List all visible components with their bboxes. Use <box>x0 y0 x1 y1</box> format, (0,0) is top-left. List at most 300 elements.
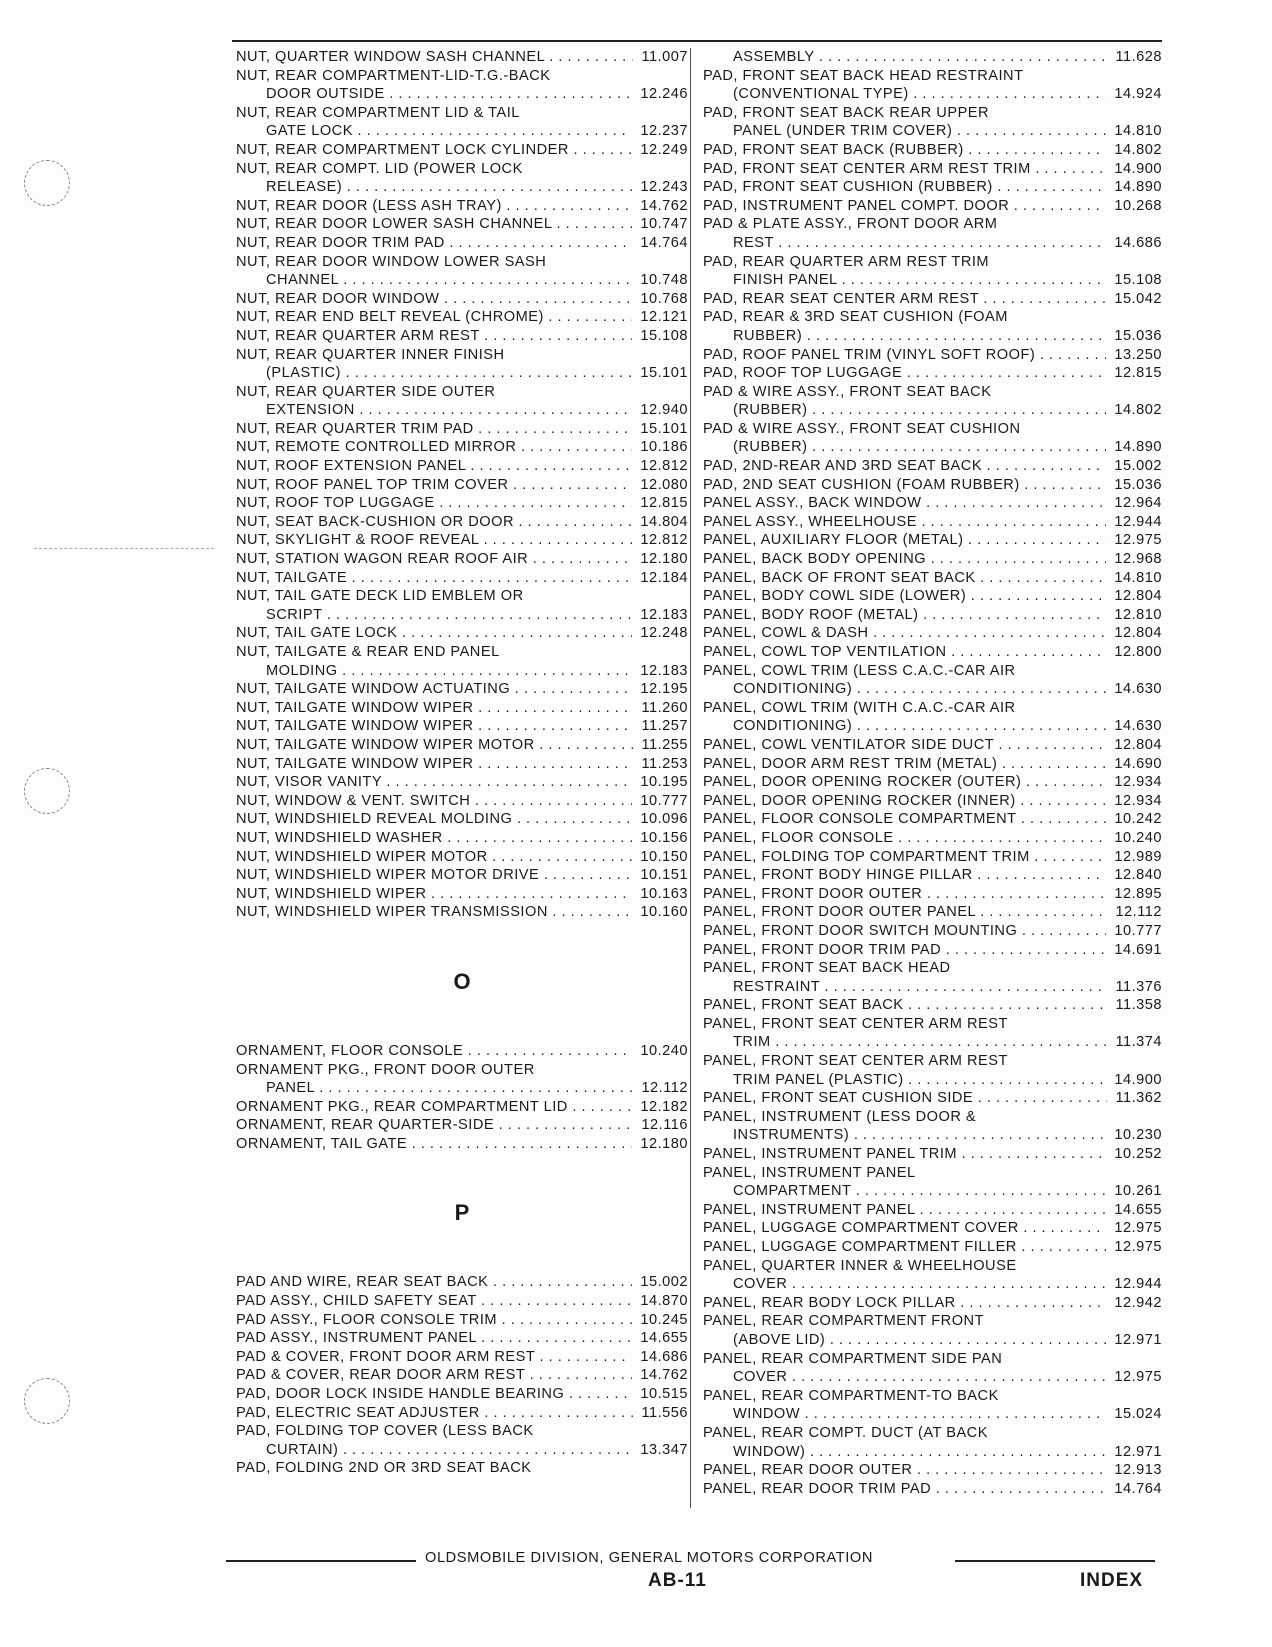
entry-text: PAD & PLATE ASSY., FRONT DOOR ARM <box>703 216 998 233</box>
entry-text: PAD & COVER, REAR DOOR ARM REST . . . <box>236 1366 688 1385</box>
index-entry-continuation <box>236 271 688 290</box>
index-entry <box>703 606 1162 625</box>
entry-text: FINISH PANEL . . . <box>733 271 1162 290</box>
entry-text: PANEL, FRONT BODY HINGE PILLAR . . . <box>703 866 1162 885</box>
entry-text: PAD ASSY., FLOOR CONSOLE TRIM . . . <box>236 1311 688 1330</box>
index-entry <box>236 234 688 253</box>
index-entry-continuation <box>703 327 1162 346</box>
index-entry <box>703 531 1162 550</box>
entry-text: PANEL, REAR COMPARTMENT-TO BACK <box>703 1387 999 1404</box>
entry-page-ref: 10.160 <box>632 903 688 922</box>
index-entry <box>236 438 688 457</box>
entry-page-ref: 14.900 <box>1106 160 1162 179</box>
entry-page-ref: 15.024 <box>1106 1405 1162 1424</box>
entry-text: PANEL, FRONT SEAT BACK HEAD <box>703 960 951 977</box>
entry-page-ref: 12.804 <box>1106 624 1162 643</box>
index-entry <box>236 866 688 885</box>
entry-text: NUT, TAIL GATE LOCK . . . <box>236 624 688 643</box>
index-entry <box>703 476 1162 495</box>
index-entry <box>703 1201 1162 1220</box>
index-entry <box>703 736 1162 755</box>
entry-page-ref: 12.249 <box>632 141 688 160</box>
entry-page-ref: 14.762 <box>632 197 688 216</box>
entry-text: RELEASE) . . . <box>266 178 688 197</box>
entry-page-ref: 12.971 <box>1106 1331 1162 1350</box>
index-entry <box>703 494 1162 513</box>
entry-text: CHANNEL . . . <box>266 271 688 290</box>
index-entry-continuation <box>703 401 1162 420</box>
entry-page-ref: 11.257 <box>633 717 688 736</box>
index-entry <box>236 327 688 346</box>
entry-text: NUT, VISOR VANITY . . . <box>236 773 688 792</box>
entry-page-ref: 12.989 <box>1106 848 1162 867</box>
entry-page-ref: 10.230 <box>1106 1126 1162 1145</box>
entry-text: PAD, FRONT SEAT BACK REAR UPPER <box>703 104 990 121</box>
entry-text: PANEL . . . <box>266 1079 688 1098</box>
index-entry <box>236 829 688 848</box>
index-entry <box>703 67 1162 86</box>
entry-text: RUBBER) . . . <box>733 327 1162 346</box>
entry-text: PANEL, AUXILIARY FLOOR (METAL) . . . <box>703 531 1162 550</box>
entry-text: PANEL (UNDER TRIM COVER) . . . <box>733 122 1162 141</box>
index-entry <box>703 308 1162 327</box>
index-entry <box>236 215 688 234</box>
entry-text: NUT, REAR END BELT REVEAL (CHROME) . . . <box>236 308 688 327</box>
entry-text: PANEL, LUGGAGE COMPARTMENT COVER . . . <box>703 1219 1162 1238</box>
index-entry <box>236 1459 688 1478</box>
index-entry <box>703 829 1162 848</box>
entry-page-ref: 10.252 <box>1106 1145 1162 1164</box>
entry-text: NUT, WINDSHIELD REVEAL MOLDING . . . <box>236 810 688 829</box>
punch-hole-top <box>24 160 70 206</box>
index-entry <box>703 215 1162 234</box>
entry-text: PANEL, DOOR OPENING ROCKER (INNER) . . . <box>703 792 1162 811</box>
footer-rule-right <box>955 1560 1155 1562</box>
index-entry-continuation <box>703 1275 1162 1294</box>
index-entry-continuation <box>703 271 1162 290</box>
entry-text: ASSEMBLY . . . <box>733 48 1162 67</box>
entry-text: NUT, TAILGATE WINDOW WIPER . . . <box>236 717 688 736</box>
index-entry <box>703 364 1162 383</box>
index-entry-continuation <box>703 1443 1162 1462</box>
entry-text: PAD, 2ND SEAT CUSHION (FOAM RUBBER) . . . <box>703 476 1162 495</box>
index-entry <box>236 587 688 606</box>
entry-text: COMPARTMENT . . . <box>733 1182 1162 1201</box>
index-entry <box>236 1116 688 1135</box>
entry-text: PAD, 2ND-REAR AND 3RD SEAT BACK . . . <box>703 457 1162 476</box>
entry-page-ref: 12.804 <box>1106 736 1162 755</box>
entry-page-ref: 14.691 <box>1106 941 1162 960</box>
entry-text: PAD, FRONT SEAT CENTER ARM REST TRIM . . . <box>703 160 1162 179</box>
index-entry-continuation <box>703 122 1162 141</box>
entry-text: PANEL, COWL TOP VENTILATION . . . <box>703 643 1162 662</box>
entry-page-ref: 10.096 <box>632 810 688 829</box>
index-entry <box>236 346 688 365</box>
entry-text: NUT, SKYLIGHT & ROOF REVEAL . . . <box>236 531 688 550</box>
entry-text: PAD & WIRE ASSY., FRONT SEAT BACK <box>703 383 992 400</box>
entry-text: PAD & WIRE ASSY., FRONT SEAT CUSHION <box>703 420 1021 437</box>
entry-page-ref: 12.975 <box>1106 531 1162 550</box>
index-entry <box>703 773 1162 792</box>
section-label: INDEX <box>1080 1570 1144 1591</box>
entry-text: DOOR OUTSIDE . . . <box>266 85 688 104</box>
index-entry-continuation <box>236 401 688 420</box>
entry-page-ref: 12.183 <box>632 606 688 625</box>
entry-text: NUT, WINDSHIELD WIPER MOTOR DRIVE . . . <box>236 866 688 885</box>
entry-page-ref: 12.964 <box>1106 494 1162 513</box>
entry-page-ref: 12.800 <box>1106 643 1162 662</box>
index-entry <box>703 587 1162 606</box>
index-entry-continuation <box>236 364 688 383</box>
entry-text: PAD, REAR SEAT CENTER ARM REST . . . <box>703 290 1162 309</box>
entry-page-ref: 14.764 <box>632 234 688 253</box>
entry-text: PANEL, FRONT DOOR OUTER PANEL . . . <box>703 903 1162 922</box>
entry-page-ref: 10.240 <box>1106 829 1162 848</box>
index-entry <box>236 494 688 513</box>
index-entry <box>236 773 688 792</box>
index-entry <box>236 531 688 550</box>
entry-page-ref: 14.762 <box>632 1366 688 1385</box>
entry-text: PANEL, FRONT DOOR SWITCH MOUNTING . . . <box>703 922 1162 941</box>
index-entry <box>703 346 1162 365</box>
index-entry <box>236 253 688 272</box>
entry-text: NUT, REAR QUARTER SIDE OUTER <box>236 383 496 400</box>
index-entry <box>703 885 1162 904</box>
entry-text: NUT, REAR DOOR WINDOW . . . <box>236 290 688 309</box>
entry-text: NUT, QUARTER WINDOW SASH CHANNEL . . . <box>236 48 688 67</box>
index-entry <box>703 1387 1162 1406</box>
entry-page-ref: 14.686 <box>1106 234 1162 253</box>
entry-text: (RUBBER) . . . <box>733 401 1162 420</box>
index-entry <box>236 290 688 309</box>
entry-text: PANEL, REAR COMPT. DUCT (AT BACK <box>703 1424 988 1441</box>
index-entry <box>236 903 688 922</box>
entry-text: PANEL, FRONT SEAT CUSHION SIDE . . . <box>703 1089 1162 1108</box>
entry-page-ref: 14.802 <box>1106 141 1162 160</box>
entry-page-ref: 12.975 <box>1106 1238 1162 1257</box>
index-entry <box>236 141 688 160</box>
entry-page-ref: 12.180 <box>632 550 688 569</box>
entry-text: NUT, REAR COMPARTMENT LOCK CYLINDER . . . <box>236 141 688 160</box>
index-entry <box>236 67 688 86</box>
entry-text: PANEL, REAR COMPARTMENT FRONT <box>703 1313 984 1330</box>
entry-text: PAD, REAR QUARTER ARM REST TRIM <box>703 253 990 270</box>
entry-page-ref: 11.628 <box>1107 48 1162 67</box>
entry-page-ref: 14.810 <box>1106 122 1162 141</box>
entry-page-ref: 15.108 <box>632 327 688 346</box>
entry-page-ref: 12.195 <box>632 680 688 699</box>
index-entry <box>703 197 1162 216</box>
entry-page-ref: 12.934 <box>1106 773 1162 792</box>
index-entry <box>703 1052 1162 1071</box>
entry-text: CONDITIONING) . . . <box>733 680 1162 699</box>
entry-text: NUT, REAR DOOR WINDOW LOWER SASH <box>236 253 547 270</box>
entry-text: NUT, WINDSHIELD WIPER TRANSMISSION . . . <box>236 903 688 922</box>
index-entry <box>236 699 688 718</box>
index-entry <box>703 699 1162 718</box>
index-entry <box>236 420 688 439</box>
index-entry <box>236 1135 688 1154</box>
entry-text: NUT, REAR QUARTER ARM REST . . . <box>236 327 688 346</box>
entry-page-ref: 11.376 <box>1107 978 1162 997</box>
index-entry <box>703 996 1162 1015</box>
entry-text: NUT, ROOF TOP LUGGAGE . . . <box>236 494 688 513</box>
entry-text: GATE LOCK . . . <box>266 122 688 141</box>
nut-entries <box>236 48 688 922</box>
entry-text: (RUBBER) . . . <box>733 438 1162 457</box>
entry-text: PANEL, INSTRUMENT (LESS DOOR & <box>703 1108 977 1125</box>
entry-text: PAD, FRONT SEAT CUSHION (RUBBER) . . . <box>703 178 1162 197</box>
index-entry-continuation <box>703 48 1162 67</box>
index-entry <box>236 1348 688 1367</box>
entry-text: REST . . . <box>733 234 1162 253</box>
entry-page-ref: 12.116 <box>633 1116 688 1135</box>
index-entry <box>236 160 688 179</box>
index-entry <box>703 1164 1162 1183</box>
index-entry <box>236 755 688 774</box>
entry-page-ref: 10.151 <box>632 866 688 885</box>
entry-text: WINDOW . . . <box>733 1405 1162 1424</box>
entry-text: (CONVENTIONAL TYPE) . . . <box>733 85 1162 104</box>
entry-page-ref: 12.183 <box>632 662 688 681</box>
entry-text: NUT, REAR COMPARTMENT-LID-T.G.-BACK <box>236 67 551 84</box>
entry-text: EXTENSION . . . <box>266 401 688 420</box>
entry-page-ref: 10.777 <box>1106 922 1162 941</box>
entry-text: NUT, TAILGATE WINDOW ACTUATING . . . <box>236 680 688 699</box>
entry-page-ref: 12.968 <box>1106 550 1162 569</box>
entry-page-ref: 10.195 <box>632 773 688 792</box>
index-entry-continuation <box>236 662 688 681</box>
index-entry <box>703 1461 1162 1480</box>
section-letter-p: P <box>454 1200 470 1226</box>
index-entry-continuation <box>703 438 1162 457</box>
entry-text: NUT, TAILGATE WINDOW WIPER . . . <box>236 699 688 718</box>
index-entry <box>703 1015 1162 1034</box>
index-entry <box>236 476 688 495</box>
index-entry <box>236 383 688 402</box>
entry-page-ref: 10.748 <box>632 271 688 290</box>
entry-text: PANEL, FLOOR CONSOLE COMPARTMENT . . . <box>703 810 1162 829</box>
entry-text: PANEL, DOOR OPENING ROCKER (OUTER) . . . <box>703 773 1162 792</box>
entry-text: NUT, REAR QUARTER INNER FINISH <box>236 346 505 363</box>
entry-page-ref: 12.112 <box>1107 903 1162 922</box>
entry-text: PAD, INSTRUMENT PANEL COMPT. DOOR . . . <box>703 197 1162 216</box>
entry-page-ref: 12.184 <box>632 569 688 588</box>
index-entry <box>236 1329 688 1348</box>
ornament-entries <box>236 1042 688 1154</box>
entry-page-ref: 11.358 <box>1107 996 1162 1015</box>
entry-text: WINDOW) . . . <box>733 1443 1162 1462</box>
index-entry <box>236 736 688 755</box>
index-entry-continuation <box>236 606 688 625</box>
entry-page-ref: 14.804 <box>632 513 688 532</box>
entry-page-ref: 12.944 <box>1106 513 1162 532</box>
entry-text: PANEL, FRONT DOOR TRIM PAD . . . <box>703 941 1162 960</box>
margin-mark <box>34 548 214 550</box>
entry-page-ref: 14.655 <box>632 1329 688 1348</box>
entry-page-ref: 14.890 <box>1106 178 1162 197</box>
entry-text: PAD, DOOR LOCK INSIDE HANDLE BEARING . . . <box>236 1385 688 1404</box>
index-entry <box>703 959 1162 978</box>
entry-page-ref: 10.186 <box>632 438 688 457</box>
entry-text: PANEL, INSTRUMENT PANEL TRIM . . . <box>703 1145 1162 1164</box>
column-divider <box>690 48 691 1508</box>
index-entry-continuation <box>703 717 1162 736</box>
entry-page-ref: 14.802 <box>1106 401 1162 420</box>
entry-text: PANEL, COWL TRIM (LESS C.A.C.-CAR AIR <box>703 662 1016 679</box>
entry-text: PANEL, FRONT DOOR OUTER . . . <box>703 885 1162 904</box>
index-entry-continuation <box>703 1182 1162 1201</box>
index-entry-continuation <box>703 1331 1162 1350</box>
entry-page-ref: 12.812 <box>632 531 688 550</box>
entry-text: PANEL, COWL TRIM (WITH C.A.C.-CAR AIR <box>703 699 1016 716</box>
entry-text: COVER . . . <box>733 1275 1162 1294</box>
entry-page-ref: 12.080 <box>632 476 688 495</box>
index-entry <box>703 1312 1162 1331</box>
entry-page-ref: 10.163 <box>632 885 688 904</box>
index-entry <box>703 160 1162 179</box>
index-entry <box>703 141 1162 160</box>
entry-page-ref: 14.870 <box>632 1292 688 1311</box>
entry-page-ref: 12.934 <box>1106 792 1162 811</box>
entry-text: ORNAMENT PKG., REAR COMPARTMENT LID . . . <box>236 1098 688 1117</box>
index-column-right <box>703 48 1162 1498</box>
index-entry <box>236 48 688 67</box>
index-entry-continuation <box>236 1441 688 1460</box>
index-entry <box>236 885 688 904</box>
entry-text: PANEL, INSTRUMENT PANEL <box>703 1164 916 1181</box>
index-entry <box>236 680 688 699</box>
index-entry-continuation <box>703 1126 1162 1145</box>
entry-page-ref: 13.347 <box>632 1441 688 1460</box>
entry-page-ref: 13.250 <box>1106 346 1162 365</box>
entry-page-ref: 15.101 <box>632 364 688 383</box>
index-entry <box>703 383 1162 402</box>
entry-page-ref: 14.630 <box>1106 680 1162 699</box>
entry-page-ref: 10.268 <box>1106 197 1162 216</box>
index-entry <box>236 1366 688 1385</box>
entry-page-ref: 11.253 <box>633 755 688 774</box>
entry-text: PANEL, FOLDING TOP COMPARTMENT TRIM . . . <box>703 848 1162 867</box>
entry-page-ref: 15.036 <box>1106 476 1162 495</box>
entry-text: PANEL, FLOOR CONSOLE . . . <box>703 829 1162 848</box>
entry-text: COVER . . . <box>733 1368 1162 1387</box>
index-entry-continuation <box>703 1405 1162 1424</box>
entry-text: PAD & COVER, FRONT DOOR ARM REST . . . <box>236 1348 688 1367</box>
index-entry <box>236 1404 688 1423</box>
index-entry <box>236 624 688 643</box>
index-entry-continuation <box>703 1368 1162 1387</box>
entry-text: NUT, WINDSHIELD WIPER MOTOR . . . <box>236 848 688 867</box>
footer-publisher: OLDSMOBILE DIVISION, GENERAL MOTORS CORPORATION <box>425 1550 873 1566</box>
index-entry <box>703 104 1162 123</box>
index-entry-continuation <box>236 85 688 104</box>
entry-page-ref: 12.112 <box>633 1079 688 1098</box>
index-entry <box>703 941 1162 960</box>
index-entry <box>703 1238 1162 1257</box>
index-entry <box>236 1385 688 1404</box>
index-entry <box>703 1145 1162 1164</box>
entry-page-ref: 12.121 <box>632 308 688 327</box>
entry-text: PANEL, COWL & DASH . . . <box>703 624 1162 643</box>
entry-page-ref: 11.556 <box>633 1404 688 1423</box>
entry-page-ref: 10.242 <box>1106 810 1162 829</box>
entry-text: ORNAMENT, FLOOR CONSOLE . . . <box>236 1042 688 1061</box>
entry-page-ref: 12.913 <box>1106 1461 1162 1480</box>
index-entry <box>703 903 1162 922</box>
top-rule <box>232 40 1162 42</box>
index-entry <box>703 848 1162 867</box>
index-entry <box>703 792 1162 811</box>
index-entry-continuation <box>703 978 1162 997</box>
entry-text: NUT, STATION WAGON REAR ROOF AIR . . . <box>236 550 688 569</box>
entry-text: PANEL, BODY ROOF (METAL) . . . <box>703 606 1162 625</box>
entry-page-ref: 15.002 <box>1106 457 1162 476</box>
entry-page-ref: 12.815 <box>632 494 688 513</box>
index-entry <box>703 810 1162 829</box>
index-entry-continuation <box>703 234 1162 253</box>
entry-text: ORNAMENT, REAR QUARTER-SIDE . . . <box>236 1116 688 1135</box>
section-letter-o: O <box>453 968 471 994</box>
index-entry <box>236 550 688 569</box>
entry-page-ref: 12.812 <box>632 457 688 476</box>
entry-page-ref: 14.686 <box>632 1348 688 1367</box>
entry-page-ref: 14.890 <box>1106 438 1162 457</box>
entry-page-ref: 12.895 <box>1106 885 1162 904</box>
entry-page-ref: 15.101 <box>632 420 688 439</box>
entry-page-ref: 10.768 <box>632 290 688 309</box>
entry-text: (PLASTIC) . . . <box>266 364 688 383</box>
index-entry <box>703 1424 1162 1443</box>
entry-text: PAD ASSY., CHILD SAFETY SEAT . . . <box>236 1292 688 1311</box>
entry-text: PANEL ASSY., BACK WINDOW . . . <box>703 494 1162 513</box>
index-entry-continuation <box>236 122 688 141</box>
entry-text: NUT, SEAT BACK-CUSHION OR DOOR . . . <box>236 513 688 532</box>
entry-text: TRIM PANEL (PLASTIC) . . . <box>733 1071 1162 1090</box>
index-entry <box>703 290 1162 309</box>
entry-page-ref: 11.007 <box>633 48 688 67</box>
index-entry <box>236 643 688 662</box>
entry-text: NUT, REAR DOOR TRIM PAD . . . <box>236 234 688 253</box>
pad-panel-entries <box>703 48 1162 1498</box>
index-entry <box>703 550 1162 569</box>
entry-text: PAD, ROOF TOP LUGGAGE . . . <box>703 364 1162 383</box>
entry-text: PANEL, REAR COMPARTMENT SIDE PAN <box>703 1350 1003 1367</box>
entry-text: NUT, TAILGATE WINDOW WIPER MOTOR . . . <box>236 736 688 755</box>
entry-page-ref: 10.150 <box>632 848 688 867</box>
index-entry <box>703 1089 1162 1108</box>
entry-page-ref: 14.924 <box>1106 85 1162 104</box>
entry-text: PAD, ELECTRIC SEAT ADJUSTER . . . <box>236 1404 688 1423</box>
index-entry <box>236 197 688 216</box>
entry-page-ref: 12.804 <box>1106 587 1162 606</box>
entry-text: NUT, REAR QUARTER TRIM PAD . . . <box>236 420 688 439</box>
footer-rule-left <box>226 1560 416 1562</box>
entry-text: NUT, REAR DOOR LOWER SASH CHANNEL . . . <box>236 215 688 234</box>
entry-page-ref: 10.747 <box>632 215 688 234</box>
index-entry <box>703 643 1162 662</box>
index-entry <box>236 1098 688 1117</box>
entry-text: PAD, FOLDING 2ND OR 3RD SEAT BACK <box>236 1460 532 1477</box>
index-column-left <box>236 48 688 1478</box>
entry-text: PANEL, BACK BODY OPENING . . . <box>703 550 1162 569</box>
entry-page-ref: 15.108 <box>1106 271 1162 290</box>
entry-page-ref: 12.942 <box>1106 1294 1162 1313</box>
entry-text: PANEL, REAR BODY LOCK PILLAR . . . <box>703 1294 1162 1313</box>
entry-text: RESTRAINT . . . <box>733 978 1162 997</box>
entry-page-ref: 12.237 <box>632 122 688 141</box>
index-entry <box>236 457 688 476</box>
